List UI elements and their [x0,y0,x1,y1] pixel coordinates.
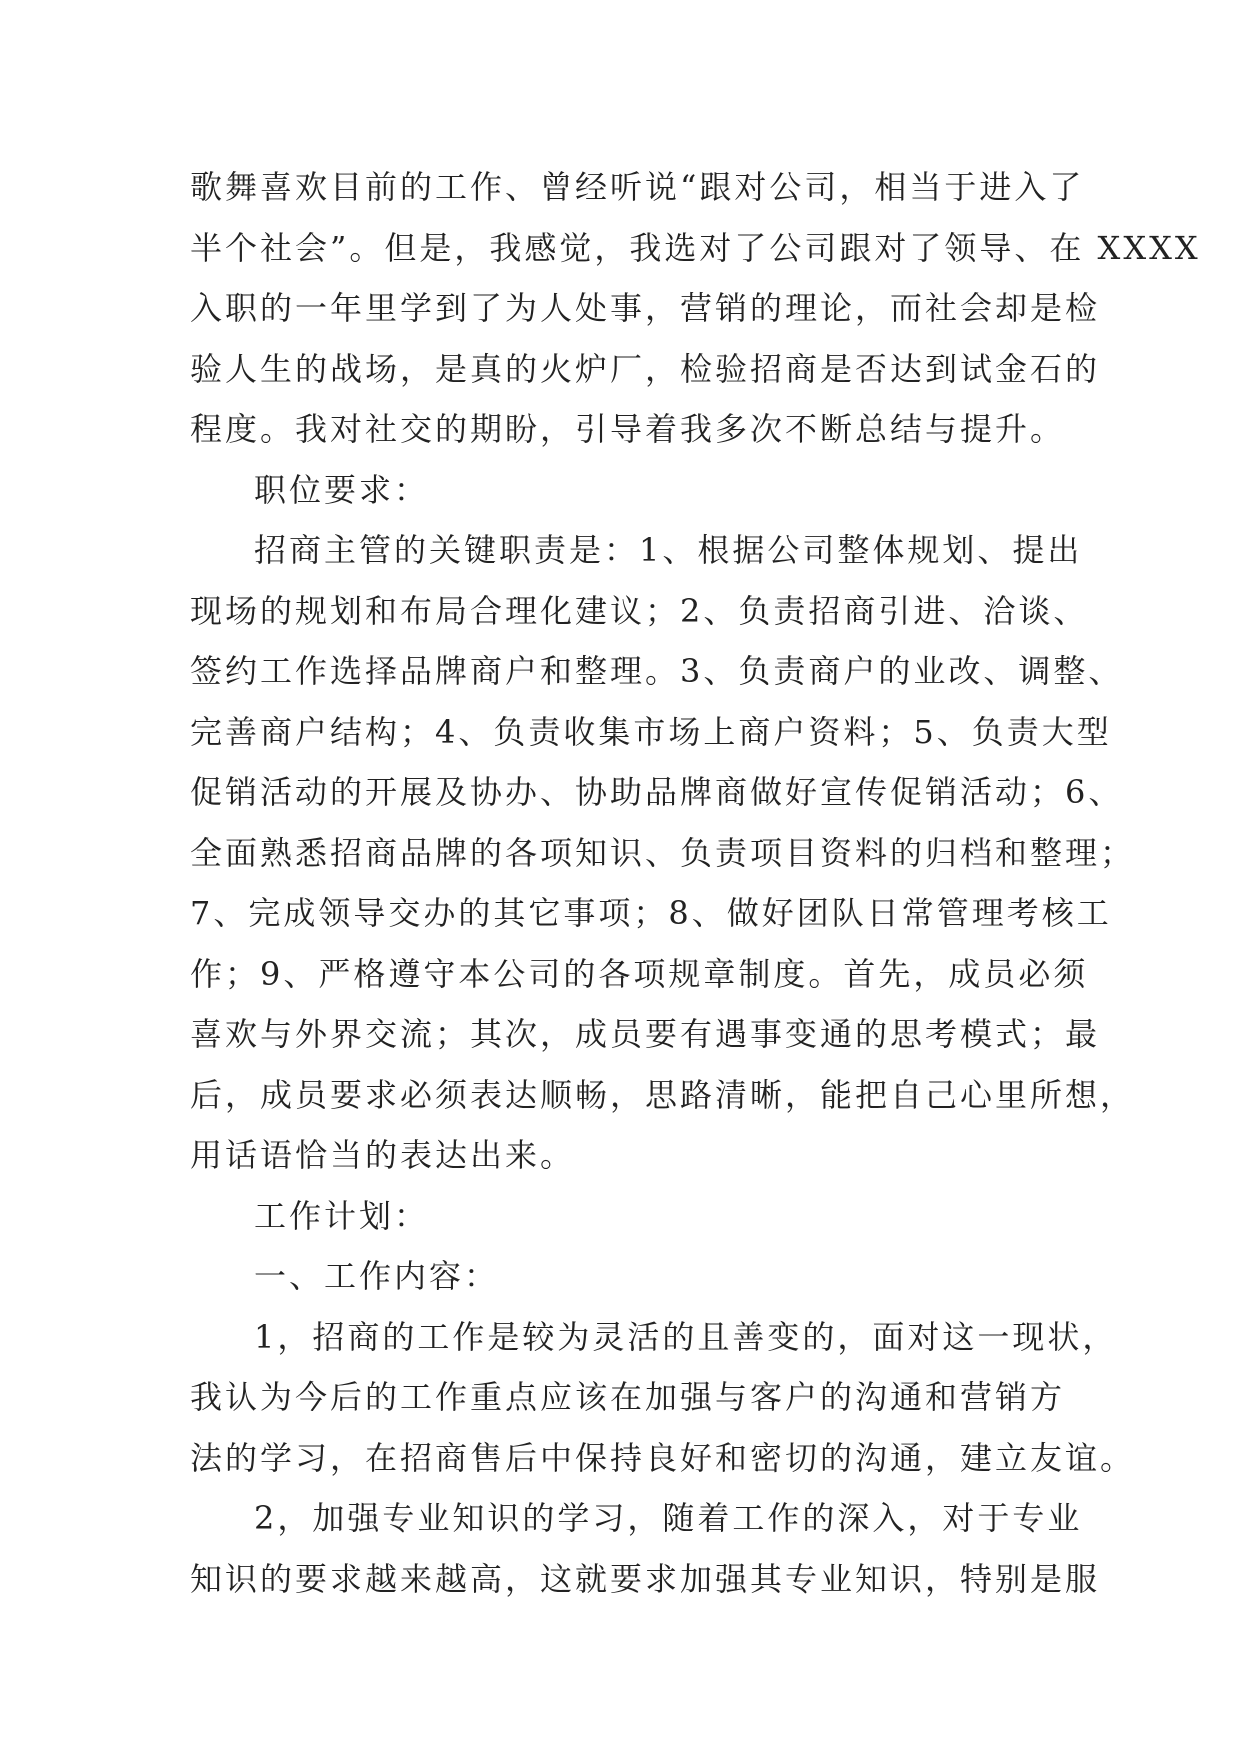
text-line: 后，成员要求必须表达顺畅，思路清晰，能把自己心里所想， [190,1075,1136,1114]
text-line: 7、完成领导交办的其它事项；8、做好团队日常管理考核工 [190,894,1112,932]
text-line: 喜欢与外界交流；其次，成员要有遇事变通的思考模式；最 [190,1015,1101,1053]
text-line: 半个社会”。但是，我感觉，我选对了公司跟对了领导、在 XXXX [190,228,1201,267]
text-line: 用话语恰当的表达出来。 [190,1136,576,1174]
text-line: 全面熟悉招商品牌的各项知识、负责项目资料的归档和整理； [190,833,1136,872]
text-line: 法的学习，在招商售后中保持良好和密切的沟通，建立友谊。 [190,1438,1136,1477]
text-line: 签约工作选择品牌商户和整理。3、负责商户的业改、调整、 [190,652,1124,690]
text-line: 验人生的战场，是真的火炉厂，检验招商是否达到试金石的 [190,349,1101,388]
section-heading: 职位要求： [254,470,430,509]
text-line: 促销活动的开展及协办、协助品牌商做好宣传促销活动；6、 [190,773,1124,811]
text-line: 1，招商的工作是较为灵活的且善变的，面对这一现状， [254,1317,1118,1356]
text-line: 程度。我对社交的期盼，引导着我多次不断总结与提升。 [190,410,1066,448]
section-heading: 工作计划： [254,1196,430,1235]
text-line: 完善商户结构；4、负责收集市场上商户资料；5、负责大型 [190,712,1112,751]
text-line: 歌舞喜欢目前的工作、曾经听说“跟对公司，相当于进入了 [190,168,1085,206]
text-line: 招商主管的关键职责是：1、根据公司整体规划、提出 [254,531,1083,569]
document-body [190,157,1201,1609]
text-line: 知识的要求越来越高，这就要求加强其专业知识，特别是服 [190,1559,1101,1598]
text-line: 2，加强专业知识的学习，随着工作的深入，对于专业 [254,1499,1083,1537]
text-line: 入职的一年里学到了为人处事，营销的理论，而社会却是检 [190,289,1101,327]
text-line: 作；9、严格遵守本公司的各项规章制度。首先，成员必须 [190,954,1089,993]
section-heading: 一、工作内容： [254,1257,500,1295]
text-line: 我认为今后的工作重点应该在加强与客户的沟通和营销方 [190,1378,1066,1416]
text-line: 现场的规划和布局合理化建议；2、负责招商引进、洽谈、 [190,591,1089,630]
